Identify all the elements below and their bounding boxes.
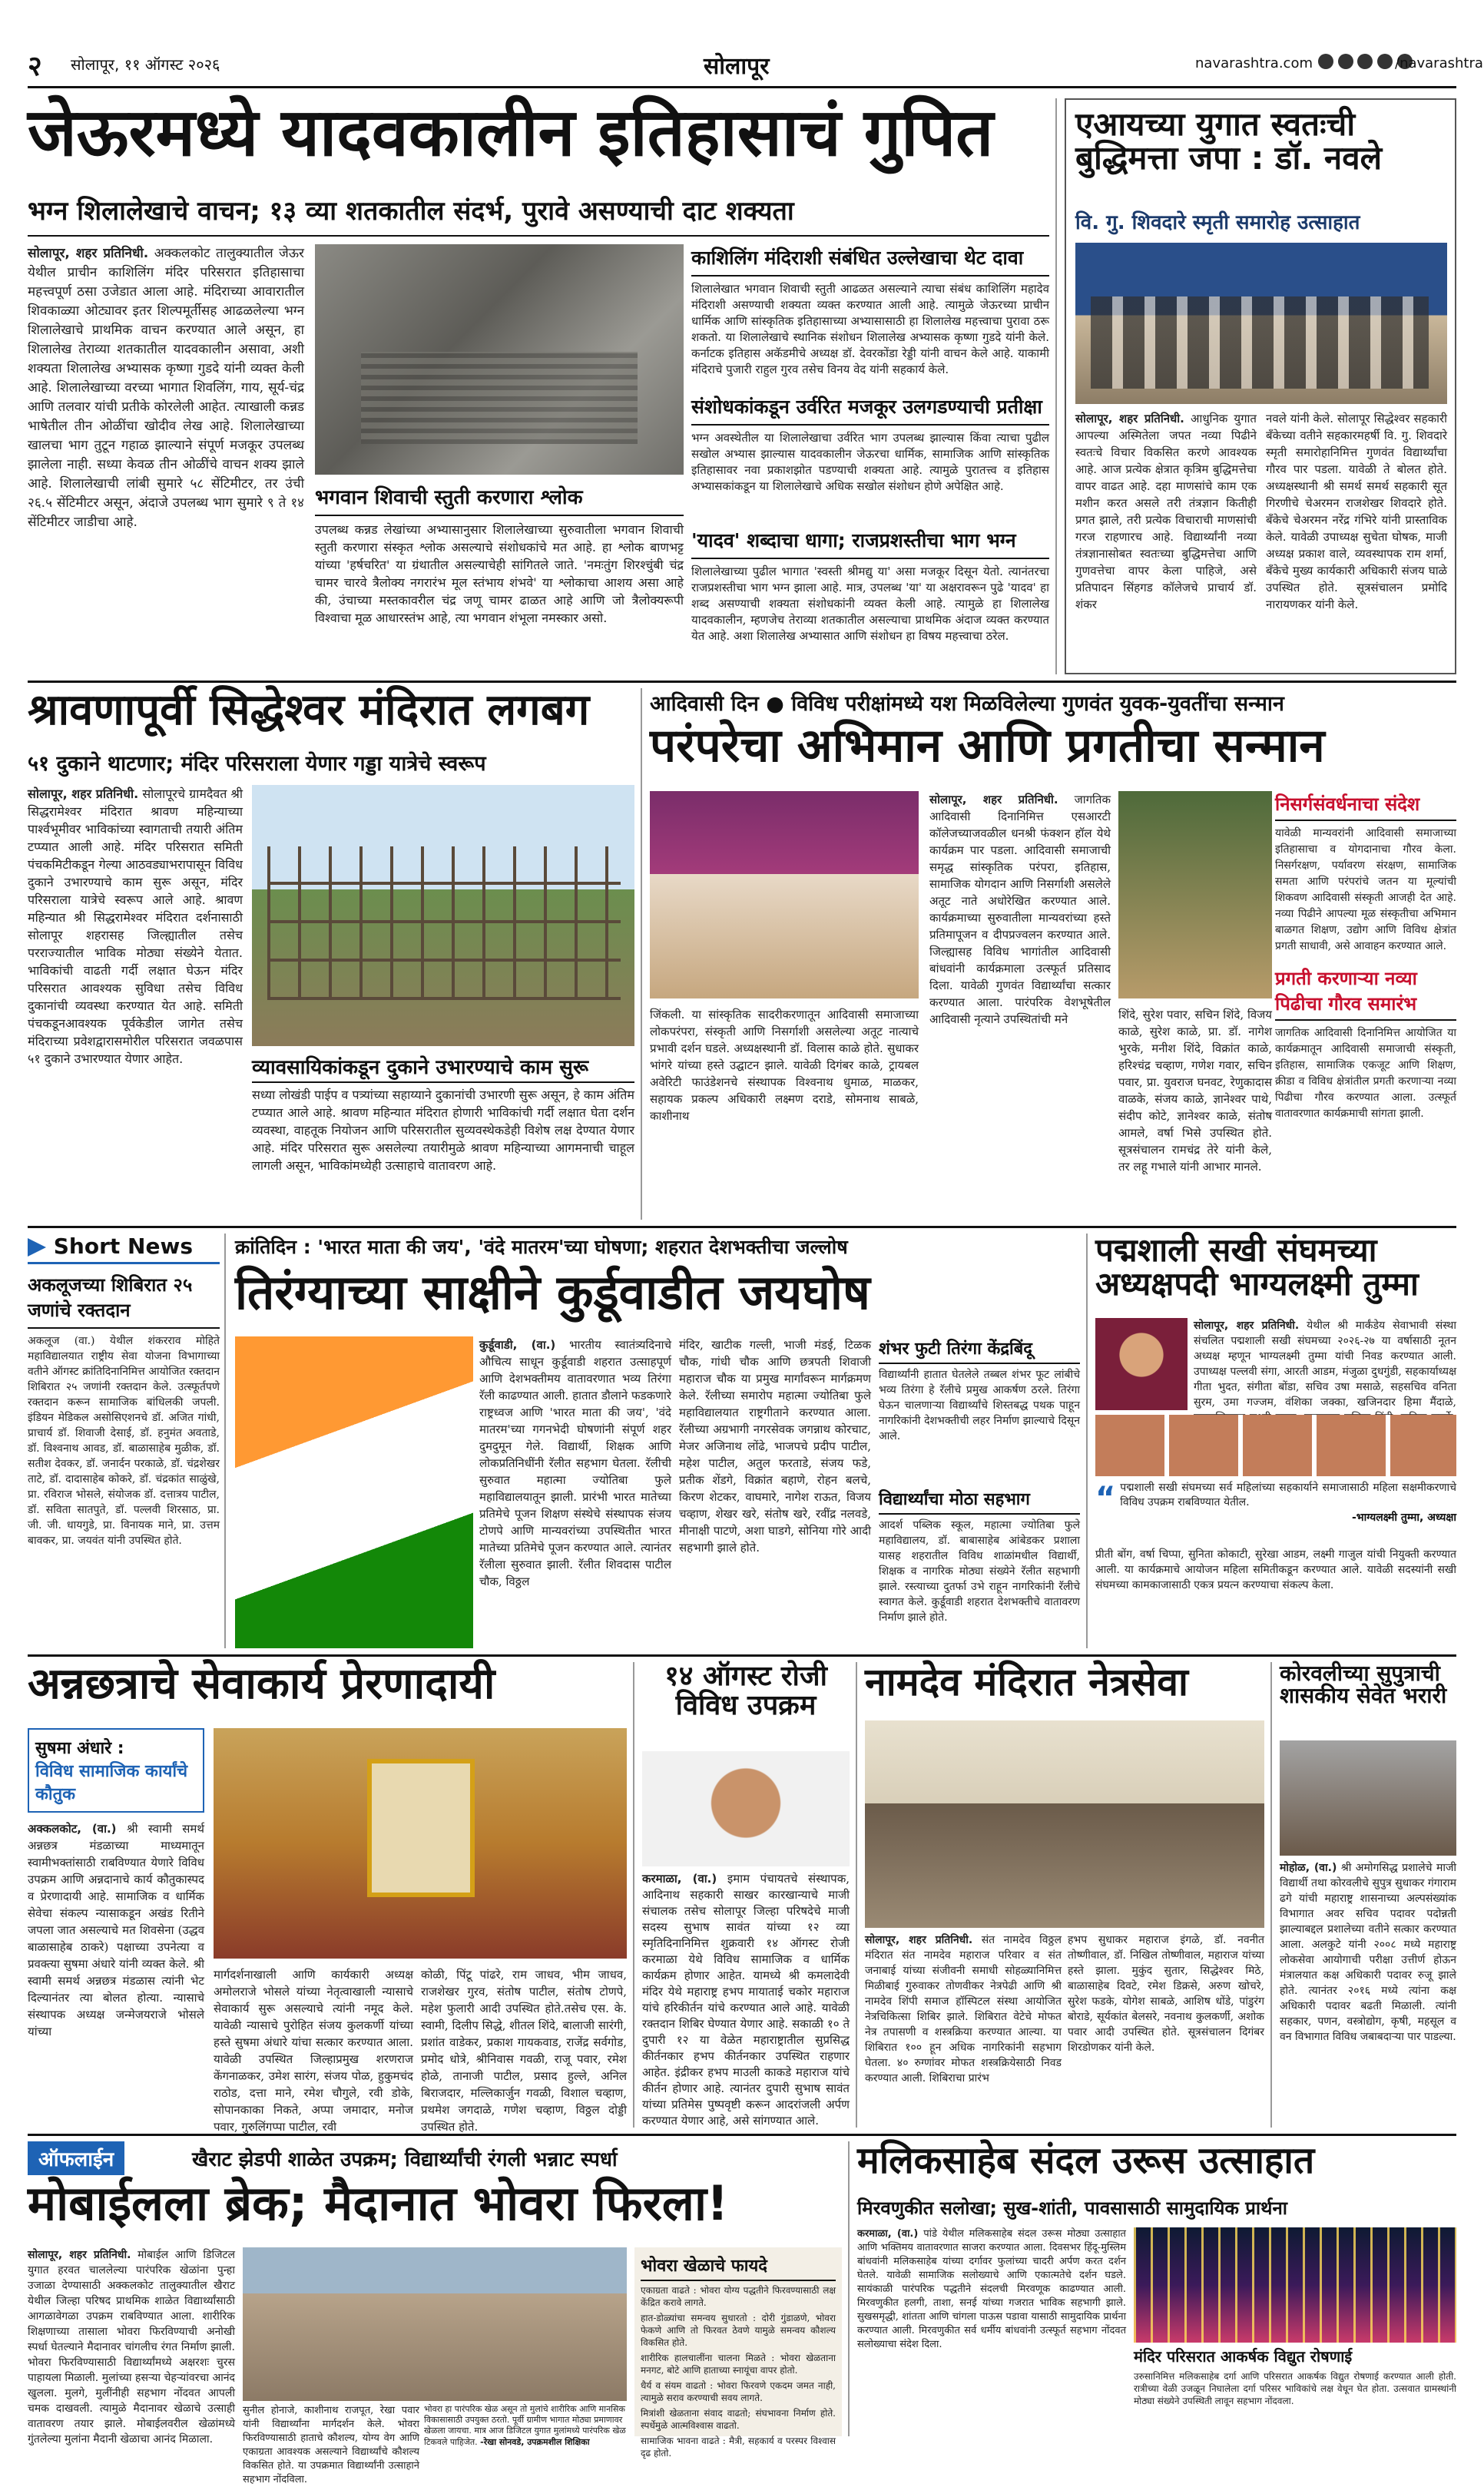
story7-quote-text: पद्मशाली सखी संघमच्या सर्व महिलांच्या सहकार्याने समाजासाठी महिला सक्षमीकरणाचे विविध उपक्रम राबविण्यात येतील. bbox=[1120, 1482, 1456, 1508]
story4-dateline: सोलापूर, शहर प्रतिनिधी. bbox=[929, 793, 1058, 806]
benefit-item: सामाजिक भावना वाढते : मैत्री, सहकार्य व परस्पर विश्वास दृढ होतो. bbox=[641, 2436, 836, 2459]
story10-col2: हभप सुधाकर महाराज इंगळे, डॉ. नवनीत तोष्णीवाल, डॉ. निखिल तोष्णीवाल, महाराज यांच्या हस्ते झाला. मुकुंद सुतार, सिद्धेश्वर मिठे, बाळासाहेब दिवटे, रमेश डिक्रसे, अरुण खोचरे, सुरेश फडके, योगेश साबळे, आशिष धोंडे, पांडुरंग बोराडे, सूर्यकांत बेलसरे, नवनाथ कुलकर्णी, अशोक पवार आदी उपस्थित होते. सूत्रसंचालन दिगंबर शिरडोणकर यांनी केले. bbox=[1068, 1934, 1264, 2054]
offline-label bbox=[28, 2141, 181, 2175]
story3-text: सोलापूरचे ग्रामदैवत श्री सिद्धरामेश्वर मंदिरात श्रावण महिन्याच्या पार्श्वभूमीवर भाविकांच्या स्वागताची तयारी अंतिम टप्प्यात आली आहे. मंदिर परिसरात समिती पंचकमिटीकडून गेल्या आठवड्याभरापासून विविध दुकाने उभारण्याचे काम सुरू असून, मंदिर परिसराला यात्रेचे स्वरूप आले आहे. श्रावण महिन्यात श्री सिद्धरामेश्वर मंदिरात दर्शनासाठी सोलापूर शहरासह जिल्ह्यातील तसेच परराज्यातील भाविक मोठ्या संख्येने येतात. भाविकांची वाढती गर्दी लक्षात घेऊन मंदिर परिसरात आवश्यक सुविधा तसेच विविध दुकानांची व्यवस्था करण्यात येत आहे. समिती पंचकडूनआवश्यक पूर्वकेडील जागेत तसेच मंदिराच्या प्रवेशद्वारासमोरील परिसरात जवळपास ५१ दुकाने उभारण्यात येणार आहेत. bbox=[28, 787, 243, 1066]
box2-title: संशोधकांकडून उर्वरित मजकूर उलगडण्याची प्रतीक्षा bbox=[691, 393, 1049, 426]
col-divider-2 bbox=[641, 688, 642, 1220]
story1-dateline: सोलापूर, शहर प्रतिनिधी. bbox=[28, 246, 149, 261]
story3-body bbox=[28, 785, 243, 1220]
story1-box2 bbox=[691, 393, 1049, 524]
benefit-item: एकाग्रता वाढते : भोवरा योग्य पद्धतीने फिरवण्यासाठी लक्ष केंद्रित करावे लागते. bbox=[641, 2285, 836, 2308]
story6-kicker: क्रांतिदिन : 'भारत माता की जय', 'वंदे मातरम'च्या घोषणा; शहरात देशभक्तीचा जल्लोष bbox=[235, 1236, 848, 1258]
col-divider-8 bbox=[848, 2141, 850, 2436]
story2-col2: नवले यांनी केले. सोलापूर सिद्धेश्वर सहकारी बँकेच्या वतीने सहकारमहर्षी वि. गु. शिवदारे स्मृती समारोहानिमित्त गुणवंत विद्यार्थ्यांचा गौरव पार पडला. यावेळी ते बोलत होते. अध्यक्षस्थानी श्री समर्थ समर्थ सहकारी सूत गिरणीचे चेअरमन राजशेखर शिवदारे होते. बँकेचे चेअरमन नरेंद्र गंभिरे यांनी प्रास्ताविक केले. यावेळी उपाध्यक्ष सुचेता घोषक, माजी अध्यक्ष प्रकाश वाले, व्यवस्थापक राम शर्मा, बँकेचे मुख्य कार्यकारी अधिकारी संजय घाळे उपस्थित होते. सूत्रसंचालन प्रमोदि नारायणकर यांनी केले. bbox=[1266, 412, 1447, 611]
page-header bbox=[28, 46, 1483, 83]
tribal-group-photo bbox=[1118, 791, 1272, 998]
benefit-item: हात-डोळ्यांचा समन्वय सुधारतो : दोरी गुंडाळणे, भोवरा फेकणे आणि तो फिरवत ठेवणे यामुळे समन्वय कौशल्य विकसित होते. bbox=[641, 2313, 836, 2348]
story1-box1 bbox=[691, 244, 1049, 390]
quote-icon: “ bbox=[1095, 1481, 1116, 1516]
story4-kicker: आदिवासी दिन ● विविध परीक्षांमध्ये यश मिळविलेल्या गुणवंत युवक-युवतींचा सन्मान bbox=[650, 692, 1284, 716]
story6-col1 bbox=[479, 1336, 671, 1648]
story3-subhead: ५१ दुकाने थाटणार; मंदिर परिसराला येणार गड्डा यात्रेचे स्वरूप bbox=[28, 752, 486, 776]
dhage-felicitation-photo bbox=[1280, 1740, 1456, 1856]
social-handle[interactable]: /navarashtra bbox=[1395, 55, 1483, 71]
story1-rule bbox=[28, 235, 1049, 237]
story7-headline: पद्मशाली सखी संघमच्या अध्यक्षपदी भाग्यलक्ष्मी तुम्मा bbox=[1095, 1231, 1419, 1303]
story7-dateline: सोलापूर, शहर प्रतिनिधी. bbox=[1194, 1320, 1300, 1332]
facebook-icon[interactable] bbox=[1318, 54, 1333, 69]
bhovara-benefits-box bbox=[634, 2247, 842, 2459]
tumma-portrait bbox=[1095, 1318, 1188, 1410]
story3-caption: व्यावसायिकांकडून दुकाने उभारण्याचे काम सुरू bbox=[252, 1052, 634, 1083]
story12-col2: सुनील होनाजे, काशीनाथ राजपूत, रेखा पवार यांनी विद्यार्थ्यांना मार्गदर्शन केले. भोवरा फिरविण्यासाठी हाताचे कौशल्य, योग्य वेग आणि एकाग्रता आवश्यक असल्याने विद्यार्थ्यांचे कौशल्य विकसित होते. या उपक्रमात विद्यार्थ्यांनी उत्साहाने सहभाग नोंदविला. bbox=[243, 2405, 419, 2485]
col-divider-7 bbox=[1270, 1662, 1272, 2128]
story10-col1-text: संत नामदेव विठ्ठल मंदिरात संत नामदेव महाराज परिवार व संत जनाबाई यांच्या संजीवनी समाधी सोहळ्यानिमित्त मिळीबाई गुरुवाकर तोणवीकर नेत्रपेढी आणि श्री नामदेव शिंपी समाज हॉस्पिटल संस्था आयोजित नेत्रचिकित्सा शिबिर झाले. शिबिरात वेटेचे मोफत नेत्र तपासणी व शस्त्रक्रिया करण्यात आल्या. या शिबिरात १०० हून अधिक नागरिकांनी सहभाग घेतला. ४० रुग्णांवर मोफत शस्त्रक्रियेसाठी निवड करण्यात आली. शिबिराचा प्रारंभ bbox=[865, 1934, 1062, 2085]
subhash-sawant-portrait bbox=[642, 1751, 850, 1866]
story8-headline: अन्नछत्राचे सेवाकार्य प्रेरणादायी bbox=[28, 1659, 495, 1709]
sakhi-members-photos bbox=[1095, 1415, 1456, 1476]
offline-tag: ऑफलाईन bbox=[28, 2141, 124, 2175]
story11-dateline: मोहोळ, (वा.) bbox=[1280, 1862, 1337, 1874]
box1-title: काशिलिंग मंदिराशी संबंधित उल्लेखाचा थेट दावा bbox=[691, 244, 1049, 277]
story11-text: श्री अमोगसिद्ध प्रशालेचे माजी विद्यार्थी तथा कोरवलीचे सुपुत्र सुधाकर गंगाराम ढगे यांची महाराष्ट्र शासनाच्या अल्पसंख्यांक विभागात अवर सचिव पदावर पदोन्नती झाल्याबद्दल प्रशालेच्या वतीने सत्कार करण्यात आला. अलकुटे यांनी २००८ मध्ये महाराष्ट्र लोकसेवा आयोगाची परीक्षा उत्तीर्ण होऊन मंत्रालयात कक्ष अधिकारी पदावर रुजू झाले होते. त्यानंतर २०१६ मध्ये त्यांना कक्ष अधिकारी पदावर बढती मिळाली. त्यांनी सहकार, पणन, वस्त्रोद्योग, कृषी, महसूल व वन विभागात विविध जबाबदाऱ्या पार पाडल्या. bbox=[1280, 1862, 1456, 2043]
story8-side-name: सुषमा अंधारे : bbox=[35, 1739, 124, 1758]
story7-col1 bbox=[1194, 1318, 1456, 1410]
story9-headline: १४ ऑगस्ट रोजी विविध उपक्रम bbox=[664, 1661, 827, 1721]
col-divider-5 bbox=[633, 1662, 634, 2128]
story10-headline: नामदेव मंदिरात नेत्रसेवा bbox=[865, 1660, 1188, 1704]
site-url[interactable]: navarashtra.com bbox=[1195, 55, 1313, 71]
story1-box3 bbox=[691, 527, 1049, 674]
story2-col1 bbox=[1075, 410, 1257, 671]
story2-dateline: सोलापूर, शहर प्रतिनिधी. bbox=[1075, 412, 1184, 426]
story11-body bbox=[1280, 1860, 1456, 2128]
story12-kicker: खैराट झेडपी शाळेत उपक्रम; विद्यार्थ्यांची रंगली भन्नाट स्पर्धा bbox=[192, 2148, 618, 2171]
story13-headline: मलिकसाहेब संदल उरूस उत्साहात bbox=[857, 2139, 1315, 2182]
story13-subhead: मिरवणुकीत सलोखा; सुख-शांती, पावसासाठी सामुदायिक प्रार्थना bbox=[857, 2197, 1288, 2219]
story12-quote-author: -रेखा सोनवडे, उपक्रमशील शिक्षिका bbox=[480, 2437, 590, 2447]
story9-dateline: करमाळा, (वा.) bbox=[642, 1872, 717, 1886]
story4-col1 bbox=[929, 791, 1111, 1220]
story1-subhead: भग्न शिलालेखाचे वाचन; १३ व्या शतकातील संदर्भ, पुरावे असण्याची दाट शक्यता bbox=[28, 196, 794, 227]
story8-side bbox=[28, 1728, 204, 1813]
benefit-item: शारीरिक हालचालींना चालना मिळते : भोवरा खेळताना मनगट, बोटे आणि हाताच्या स्नायूंचा वापर होतो. bbox=[641, 2353, 836, 2376]
story3-caption-body: सध्या लोखंडी पाईप व पत्र्यांच्या सहाय्याने दुकानांची उभारणी सुरू असून, हे काम अंतिम टप्प्यात आले आहे. श्रावण महिन्यात मंदिरात होणारी भाविकांची गर्दी लक्षात घेता दर्शन व्यवस्था, वाहतूक नियोजन आणि परिसरातील सुव्यवस्थेकडेही विशेष लक्ष देण्यात येणार आहे. मंदिर परिसरात सुरू असलेल्या तयारीमुळे श्रावण महिन्याच्या आगमनाची चाहूल लागली असून, भाविकांमध्येही उत्साहाचे वातावरण आहे. bbox=[252, 1088, 634, 1173]
short-news-arrow-icon bbox=[28, 1238, 46, 1257]
box3-body: शिलालेखाच्या पुढील भागात 'स्वस्ती श्रीमद्यु या' असा मजकूर दिसून येतो. त्यानंतरचा राजप्रशस्तीचा भाग भग्न झाला आहे. मात्र, उपलब्ध 'या' या अक्षरावरून पुढे 'यादव' हा शब्द असण्याची शक्यता संशोधकांनी व्यक्त केली आहे. त्यामुळे हा शिलालेख यादवकालीन, म्हणजेच तेराव्या शतकातील असल्याचा प्राथमिक अंदाज व्यक्त करण्यात येत आहे. अशा शिलालेख अभ्यासात आणि संशोधन हा विषय महत्त्वाचा ठरेल. bbox=[691, 565, 1049, 643]
story9-body bbox=[642, 1871, 850, 2128]
edition-name: सोलापूर bbox=[704, 53, 770, 80]
story8-col1-text: श्री स्वामी समर्थ अन्नछत्र मंडळाच्या माध्यमातून स्वामीभक्तांसाठी राबविण्यात येणारे विविध उपक्रम आणि अन्नदानाचे कार्य कौतुकास्पद व प्रेरणादायी आहे. सामाजिक व धार्मिक सेवेचा संकल्प न्यासाकडून अखंड रितीने जपला जात असल्याचे मत शिवसेना (उद्धव बाळासाहेब ठाकरे) पक्षाच्या उपनेत्या व प्रवक्त्या सुषमा अंधारे यांनी व्यक्त केले. श्री स्वामी समर्थ अन्नछत्र मंडळास त्यांनी भेट दिल्यानंतर त्या बोलत होत्या. न्यासाचे संस्थापक अध्यक्ष जन्मेजयराजे भोसले यांच्या bbox=[28, 1822, 204, 2038]
story13-dateline: करमाळा, (वा.) bbox=[857, 2228, 919, 2240]
twitter-icon[interactable] bbox=[1357, 54, 1373, 69]
box2-body: भग्न अवस्थेतील या शिलालेखाचा उर्वरित भाग उपलब्ध झाल्यास किंवा त्याचा पुढील सखोल अभ्यास झाल्यास यादवकालीन जेऊरचा धार्मिक, सामाजिक आणि सांस्कृतिक इतिहासावर नवा प्रकाशझोत पडण्याची शक्यता आहे. त्यामुळे पुरातत्त्व व इतिहास अभ्यासकांकडून या शिलालेखाचे अधिक सखोल संशोधन होणे अपेक्षित आहे. bbox=[691, 431, 1049, 493]
story11-headline: कोरवलीच्या सुपुत्राची शासकीय सेवेत भरारी bbox=[1280, 1661, 1447, 1709]
story13-col1-text: पांडे येथील मलिकसाहेब संदल उरूस मोठ्या उत्साहात आणि भक्तिमय वातावरणात साजरा करण्यात आला. दिवसभर हिंदू-मुस्लिम बांधवांनी मलिकसाहेब यांच्या दर्गावर फुलांच्या चादरी अर्पण करत दर्शन घेतले. यावेळी सामाजिक सलोख्याचे आणि एकात्मतेचे दर्शन घडले. सायंकाळी पारंपरिक पद्धतीने संदलची मिरवणूक काढण्यात आली. मिरवणुकीत हलगी, ताशा, सनई यांच्या गजरात भाविक सहभागी झाले. सुखसमृद्धी, शांतता आणि चांगला पाऊस पडावा यासाठी सामुदायिक प्रार्थना करण्यात आली. मिरवणुकीत सर्व धर्मीय बांधवांनी उत्स्फूर्त सहभाग नोंदवत सलोख्याचा संदेश दिला. bbox=[857, 2228, 1126, 2350]
story5-title2: प्रगती करणाऱ्या नव्या पिढीचा गौरव समारंभ bbox=[1275, 965, 1456, 1021]
story6-box1 bbox=[879, 1336, 1080, 1482]
short-news-title: अकलूजच्या शिबिरात २५ जणांचे रक्तदान bbox=[28, 1272, 220, 1329]
story3-dateline: सोलापूर, शहर प्रतिनिधी. bbox=[28, 787, 139, 801]
col-divider-3 bbox=[224, 1234, 226, 1648]
header-rule bbox=[28, 86, 1456, 88]
short-news-box bbox=[28, 1234, 220, 1648]
short-news-label-text: Short News bbox=[53, 1234, 193, 1259]
story2-headline: एआयच्या युगात स्वतःची बुद्धिमत्ता जपा : डॉ. नवले bbox=[1075, 105, 1383, 177]
col-divider-1 bbox=[1055, 98, 1057, 674]
spinning-top-photo bbox=[243, 2247, 627, 2401]
story12-dateline: सोलापूर, शहर प्रतिनिधी. bbox=[28, 2249, 131, 2261]
story2-col1-text: आधुनिक युगात आपल्या अस्मितेला जपत नव्या पिढीने स्वतःचे विचार विकसित करणे आवश्यक आहे. आज प्रत्येक क्षेत्रात कृत्रिम बुद्धिमत्तेचा वापर वाढत आहे. दहा माणसांचे काम एक मशीन करत असले तरी तंत्रज्ञान कितीही प्रगत झाले, तरी प्रत्येक विचाराची माणसांची गरज राहणारच आहे. विद्यार्थ्यांनी नव्या तंत्रज्ञानासोबत स्वतःच्या बुद्धिमत्तेचा आणि गुणवत्तेचा वापर केला पाहिजे, असे प्रतिपादन सिंहगड कॉलेजचे प्राचार्य डॉ. शंकर bbox=[1075, 412, 1257, 611]
eye-camp-photo bbox=[865, 1720, 1264, 1928]
story5-title1: निसर्गसंवर्धनाचा संदेश bbox=[1275, 791, 1456, 821]
story12-col1-text: मोबाईल आणि डिजिटल युगात हरवत चाललेल्या पारंपरिक खेळांना पुन्हा उजाळा देण्यासाठी अक्कलकोट तालुक्यातील खैराट येथील जिल्हा परिषद प्राथमिक शाळेत विद्यार्थ्यांसाठी आगळावेगळा उपक्रम राबविण्यात आला. शारीरिक शिक्षणाच्या तासाला भोवरा फिरविण्याची अनोखी स्पर्धा घेतल्याने मैदानावर चांगलीच रंगत निर्माण झाली. भोवरा फिरविण्यासाठी विद्यार्थ्यांमध्ये अक्षरशः चुरस पाहायला मिळाली. मुलांच्या हसऱ्या चेहऱ्यांवरचा आनंद खुलला. मुलगे, मुलींनीही सहभाग नोंदवत आपली चमक दाखवली. त्यामुळे मैदानावर खेळाचे उत्साही वातावरण तयार झाले. मोबाईलवरील खेळांमध्ये गुंतलेल्या मुलांना मैदानी खेळाचा आनंद मिळाला. bbox=[28, 2249, 236, 2446]
story10-dateline: सोलापूर, शहर प्रतिनिधी. bbox=[865, 1934, 973, 1946]
story6-box2-body: आदर्श पब्लिक स्कूल, महात्मा ज्योतिबा फुले महाविद्यालय, डॉ. बाबासाहेब आंबेडकर प्रशाला यासह शहरातील विविध शाळांमधील विद्यार्थी, शिक्षक व नागरिक मोठ्या संख्येने रॅलीत सहभागी झाले. रस्त्याच्या दुतर्फा उभे राहून नागरिकांनी रॅलीचे स्वागत केले. कुर्डूवाडी शहरात देशभक्तीचे वातावरण निर्माण झाले होते. bbox=[879, 1519, 1080, 1624]
story5-panel bbox=[1275, 791, 1456, 1220]
story12-headline: मोबाईलला ब्रेक; मैदानात भोवरा फिरला! bbox=[28, 2175, 729, 2231]
story7-col2: प्रीती बोंग, वर्षा चिप्पा, सुनिता कोकाटी, सुरेखा आडम, लक्ष्मी गाजुल यांची नियुक्ती करण्यात आली. या कार्यक्रमाचे आयोजन महिला समितीकडून करण्यात आले. यावेळी सदस्यांनी सखी संघमच्या कामकाजासाठी एकत्र प्रयत्न करण्याचा संकल्प केला. bbox=[1095, 1548, 1456, 1591]
youtube-icon[interactable] bbox=[1377, 54, 1393, 69]
short-news-body: अकलूज (वा.) येथील शंकरराव मोहिते महाविद्यालयात राष्ट्रीय सेवा योजना विभागाच्या वतीने ऑगस्ट क्रांतिदिनानिमित्त आयोजित रक्तदान शिबिरात २५ जणांनी रक्तदान केले. उत्स्फूर्तपणे रक्तदान करून सामाजिक बांधिलकी जपली. इंडियन मेडिकल असोसिएशनचे डॉ. अजित गांधी, प्राचार्य डॉ. शिवाजी देसाई, डॉ. हनुमंत अवताडे, डॉ. विश्वनाथ आवड, डॉ. बाळासाहेब मुळीक, डॉ. सतीश देवकर, डॉ. जनार्दन परकाळे, डॉ. चंद्रशेखर ताटे, डॉ. दादासाहेब कोकरे, डॉ. चंद्रकांत साळुंखे, प्रा. रविराज भोसले, संयोजक डॉ. दत्तात्रय पाटील, डॉ. सविता सातपुते, डॉ. पल्लवी शिरसाठ, प्रा. जी. जी. धायगुडे, प्रा. विनायक माने, प्रा. उत्तम बावकर, प्रा. जयवंत यांनी उपस्थित होते. bbox=[28, 1335, 220, 1547]
story5-body1: यावेळी मान्यवरांनी आदिवासी समाजाच्या इतिहासाचा व योगदानाचा गौरव केला. निसर्गरक्षण, पर्यावरण संरक्षण, सामाजिक समता आणि परंपरांचे जतन या मूल्यांची शिकवण आदिवासी संस्कृती आजही देत आहे. नव्या पिढीने आपल्या मूळ संस्कृतीचा अभिमान बाळगत शिक्षण, उद्योग आणि विविध क्षेत्रांत प्रगती साधावी, असे आवाहन करण्यात आले. bbox=[1275, 827, 1456, 952]
story4-col3: शिंदे, सुरेश पवार, सचिन शिंदे, विजय काळे, सुरेश काळे, प्रा. डॉ. नागेश भुरके, मनीश शिंदे, विक्रांत काळे, हरिश्चंद्र चव्हाण, गणेश गवार, सचिन पवार, प्रा. युवराज घनवट, रेणुकादास वाळके, संजय काळे, ज्ञानेश्वर पाथे, संदीप कोटे, ज्ञानेश्वर काळे, संतोष आमले, वर्षा भिसे उपस्थित होते. सूत्रसंचालन रामचंद्र तेरे यांनी केले, तर लहू गभाले यांनी आभार मानले. bbox=[1118, 1008, 1272, 1174]
story1-photo-caption: भगवान शिवाची स्तुती करणारा श्लोक bbox=[315, 478, 684, 516]
col-divider-6 bbox=[856, 1662, 857, 2128]
story8-col1 bbox=[28, 1820, 204, 2128]
story10-col1 bbox=[865, 1932, 1062, 2128]
story7-quote bbox=[1095, 1481, 1456, 1542]
date-line: सोलापूर, ११ ऑगस्ट २०२६ bbox=[71, 55, 220, 74]
story1-caption-box bbox=[315, 478, 684, 674]
story1-text: अक्कलकोट तालुक्यातील जेऊर येथील प्राचीन काशिलिंग मंदिर परिसरात इतिहासाचा महत्त्वपूर्ण ठसा उजेडात आला आहे. मंदिराच्या आवारातील शिवकाळ्या ओट्यावर इतर शिल्पमूर्तीसह आढळलेल्या भग्न शिलालेखाचे प्राथमिक वाचन करण्यात आले असून, हा शिलालेख तेराव्या शतकातील यादवकालीन असावा, अशी शक्यता शिलालेख अभ्यासक कृष्णा गुडदे यांनी व्यक्त केली आहे. शिलालेखाच्या वरच्या भागात शिवलिंग, गाय, सूर्य-चंद्र आणि तलवार यांची प्रतीके कोरलेली आहेत. त्याखाली कन्नड भाषेतील तीन ओळींचा खोदीव लेख आहे. शिलालेखाच्या खालचा भाग तुटून गहाळ झाल्याने संपूर्ण मजकूर उपलब्ध झालेला नाही. सध्या केवळ तीन ओळींचे वाचन शक्य झाले आहे. शिलालेखाची लांबी सुमारे ५८ सेंटिमीटर, तर उंची २६.५ सेंटिमीटर असून, अंदाजे उपलब्ध भाग सुमारे ९ ते १४ सेंटिमीटर जाडीचा आहे. bbox=[28, 246, 304, 530]
short-news-label bbox=[28, 1234, 220, 1264]
story6-box1-body: विद्यार्थ्यांनी हातात घेतलेले तब्बल शंभर फूट लांबीचे भव्य तिरंगा हे रॅलीचे प्रमुख आकर्षण ठरले. तिरंगा घेऊन चालणाऱ्या विद्यार्थ्यांचे शिस्तबद्ध पथक पाहून नागरिकांनी देशभक्तीची लहर निर्माण झाल्याचे दिसून आले. bbox=[879, 1369, 1080, 1442]
story6-col1-text: भारतीय स्वातंत्र्यदिनाचे औचित्य साधून कुर्डूवाडी शहरात उत्साहपूर्ण आणि देशभक्तीमय वातावरणात भव्य तिरंगा रॅली काढण्यात आली. हातात डौलाने फडकणारे राष्ट्रध्वज आणि 'भारत माता की जय', 'वंदे मातरम'च्या गगनभेदी घोषणांनी संपूर्ण शहर दुमदुमून गेले. विद्यार्थी, शिक्षक आणि लोकप्रतिनिधींनी रॅलीत सहभाग घेतला. रॅलीची सुरुवात महात्मा ज्योतिबा फुले महाविद्यालयातून झाली. प्रारंभी भारत मातेच्या प्रतिमेचे पूजन शिक्षण संस्थेचे संस्थापक संजय टोणपे आणि मान्यवरांच्या उपस्थितीत भारत मातेच्या प्रतिमेचे पूजन करण्यात आले. त्यानंतर रॅलीला सुरुवात झाली. रॅलीत शिवदास पाटील चौक, विठ्ठल bbox=[479, 1338, 671, 1588]
story6-dateline: कुर्डूवाडी, (वा.) bbox=[479, 1338, 556, 1352]
section-rule-2 bbox=[28, 1226, 1456, 1228]
story8-col3: कोळी, पिंटू पांढरे, राम जाधव, भीम जाधव, राजशेखर गुरव, संतोष पाटील, संतोष टोणपे, महेश फुलारी आदी उपस्थित होते.तसेच एस. के. स्वामी, दिलीप सिद्धे, शीतल शिंदे, बालाजी सारंगी, प्रशांत वाडेकर, प्रकाश गायकवाड, राजेंद्र सर्वगोड, प्रमोद धोत्रे, श्रीनिवास गवळी, राजू पवार, रमेश होळे, तानाजी पाटील, प्रसाद हुल्ले, अनिल बिराजदार, मल्लिकार्जुन गवळी, विशाल चव्हाण, प्रथमेश जगदाळे, गणेश चव्हाण, विठ्ठल दोड्डी उपस्थित होते. bbox=[421, 1968, 627, 2134]
story1-caption-body: उपलब्ध कन्नड लेखांच्या अभ्यासानुसार शिलालेखाच्या सुरुवातीला भगवान शिवाची स्तुती करणारा संस्कृत श्लोक असल्याचे संशोधकांचे मत आहे. हा श्लोक बाणभट्ट यांच्या 'हर्षचरित' या ग्रंथातील असल्याचेही सांगितले जाते. 'नमःतुंग शिरश्चुंबी चंद्र चामर चारवे त्रैलोक्य नगरारंभ मूल स्तंभाय शंभवे' या श्लोकाचा आशय असा आहे की, उंचाच्या मस्तकावरील चंद्र जणू चामर ढाळत आहे आणि जो त्रैलोक्यरूपी विश्वाचा मूळ आधारस्तंभ आहे, त्या भगवान शंभूला नमस्कार असो. bbox=[315, 522, 684, 625]
story6-headline: तिरंग्याच्या साक्षीने कुर्डूवाडीत जयघोष bbox=[235, 1264, 870, 1320]
story13-caption-body: उरुसानिमित्त मलिकसाहेब दर्गा आणि परिसरात आकर्षक विद्युत रोषणाई करण्यात आली होती. रात्रीच्या वेळी उजळून निघालेला दर्गा परिसर भाविकांचे लक्ष वेधून घेत होता. उत्सवात ग्रामस्थांनी मोठ्या संख्येने उपस्थिती लावून सहभाग नोंदवला. bbox=[1134, 2371, 1456, 2406]
story8-side-text: विविध सामाजिक कार्यांचे कौतुक bbox=[35, 1762, 188, 1804]
benefit-item: धैर्य व संयम वाढतो : भोवरा फिरवणे एकदम जमत नाही, त्यामुळे सराव करण्याची सवय लागते. bbox=[641, 2380, 836, 2403]
box3-title: 'यादव' शब्दाचा धागा; राजप्रशस्तीचा भाग भग्न bbox=[691, 527, 1049, 559]
story12-col1 bbox=[28, 2247, 236, 2446]
story13-photo-caption: मंदिर परिसरात आकर्षक विद्युत रोषणाई bbox=[1134, 2347, 1353, 2366]
section-rule-4 bbox=[28, 2134, 1456, 2136]
annachhatra-photo bbox=[214, 1728, 627, 1959]
tricolor-rally-photo bbox=[235, 1336, 473, 1648]
story6-box2-title: विद्यार्थ्यांचा मोठा सहभाग bbox=[879, 1487, 1080, 1515]
inscription-photo bbox=[315, 244, 684, 475]
tribal-day-photo bbox=[650, 791, 919, 998]
story1-headline: जेऊरमध्ये यादवकालीन इतिहासाचं गुपित bbox=[28, 94, 994, 171]
dargah-lights-photo bbox=[1134, 2227, 1456, 2343]
story6-box2 bbox=[879, 1487, 1080, 1648]
col-divider-4 bbox=[1086, 1234, 1088, 1648]
story4-col1-text: जागतिक आदिवासी दिनानिमित्त एसआरटी कॉलेजच्याजवळील धनश्री फंक्शन हॉल येथे कार्यक्रम पार पडला. आदिवासी समाजाची समृद्ध सांस्कृतिक परंपरा, इतिहास, सामाजिक योगदान आणि निसर्गाशी असलेले अतूट नाते अधोरेखित करण्यात आले. कार्यक्रमाच्या सुरुवातीला मान्यवरांच्या हस्ते प्रतिमापूजन व दीपप्रज्वलन करण्यात आले. जिल्ह्यासह विविध भागांतील आदिवासी बांधवांनी कार्यक्रमाला उत्स्फूर्त प्रतिसाद दिला. यावेळी गुणवंत विद्यार्थ्यांचा सत्कार करण्यात आला. पारंपरिक वेशभूषेतील आदिवासी नृत्याने उपस्थितांची मने bbox=[929, 793, 1111, 1026]
section-rule-3 bbox=[28, 1654, 1456, 1657]
story9-text: इमाम पंचायतचे संस्थापक, आदिनाथ सहकारी साखर कारखान्याचे माजी संचालक तसेच सोलापूर जिल्हा परिषदेचे माजी सदस्य सुभाष सावंत यांच्या १२ व्या स्मृतिदिनानिमित्त शुक्रवारी १४ ऑगस्ट रोजी करमाळा येथे विविध सामाजिक व धार्मिक कार्यक्रम होणार आहेत. यामध्ये श्री कमलादेवी मंदिर येथे महाराष्ट्र हभप मायाताई चकोर महाराज यांचे हरिकीर्तन यांचे करण्यात आले आहे. यावेळी रक्तदान शिबिर घेण्यात येणार आहे. सकाळी १० ते दुपारी १२ या वेळेत महाराष्ट्रातील सुप्रसिद्ध कीर्तनकार हभप कीर्तनकार उपस्थित राहणार आहेत. इंद्रीकर हभप माउली काकडे महाराज यांचे कीर्तन होणार आहे. त्यानंतर दुपारी सुभाष सावंत यांच्या प्रतिमेस पुष्पवृष्टी करून आदरांजली अर्पण करण्यात येणार आहे, असे सांगण्यात आले. bbox=[642, 1872, 850, 2128]
story12-quote-text: भोवरा हा पारंपरिक खेळ असून तो मुलांचे शारीरिक आणि मानसिक विकासासाठी उपयुक्त ठरतो. पूर्वी ग्रामीण भागात मोठ्या प्रमाणावर खेळला जायचा. मात्र आज डिजिटल युगात मुलांमध्ये पारंपरिक खेळ टिकवले पाहिजेत. bbox=[424, 2404, 626, 2447]
page-number: २ bbox=[28, 51, 42, 82]
story4-headline: परंपरेचा अभिमान आणि प्रगतीचा सन्मान bbox=[650, 719, 1325, 773]
story8-dateline: अक्कलकोट, (वा.) bbox=[28, 1822, 117, 1836]
story6-box1-title: शंभर फुटी तिरंगा केंद्रबिंदू bbox=[879, 1336, 1080, 1364]
story12-quote bbox=[424, 2404, 627, 2447]
story1-body bbox=[28, 244, 304, 674]
story7-col1-text: येथील श्री मार्कंडेय सेवाभावी संस्था संचलित पद्मशाली सखी संघमच्या २०२६-२७ या वर्षासाठी नूतन अध्यक्ष म्हणून भाग्यलक्ष्मी तुम्मा यांची निवड करण्यात आली. उपाध्यक्ष पल्लवी संगा, आरती आडम, मंजुळा दुधगुंडी, सहकार्याध्यक्ष गीता भुदत, संगीता बोंडा, सचिव उषा मसाळे, सहसचिव वनिता सुरम, उमा गज्जम, वंशिका जक्का, खजिनदार हिमा मैंदाळे, bbox=[1194, 1320, 1457, 1409]
ceremony-photo bbox=[1075, 243, 1447, 404]
story3-headline: श्रावणापूर्वी सिद्धेश्वर मंदिरात लगबग bbox=[28, 685, 590, 735]
benefit-item: मित्रांशी खेळताना संवाद वाढतो; संघभावना निर्माण होते. स्पर्धेमुळे आत्मविश्वास वाढतो. bbox=[641, 2408, 836, 2431]
section-rule-1 bbox=[28, 681, 1456, 683]
benefits-title: भोवरा खेळाचे फायदे bbox=[641, 2254, 836, 2281]
stalls-photo bbox=[252, 785, 634, 1046]
instagram-icon[interactable] bbox=[1338, 54, 1353, 69]
story7-quote-author: -भाग्यलक्ष्मी तुम्मा, अध्यक्षा bbox=[1351, 1512, 1456, 1524]
story13-col1 bbox=[857, 2227, 1126, 2436]
story6-col2: मंदिर, खाटीक गल्ली, भाजी मंडई, टिळक चौक, गांधी चौक आणि छत्रपती शिवाजी महाराज चौक या प्रमुख मार्गांवरून मार्गक्रमण केले. रॅलीच्या समारोप महात्मा ज्योतिबा फुले महाविद्यालयात राष्ट्रगीताने करण्यात आला. रॅलीच्या अग्रभागी नगरसेवक जगन्नाथ कोरचाट, मेजर अजिनाथ लोंढे, भाजपचे प्रदीप पाटील, महेश पाटील, अतुल फरताडे, संजय फडे, प्रतीक शेंडगे, विक्रांत बहाणे, रोहन बलचे, किरण शेटकर, वाघमारे, नागेश राऊत, विजय चव्हाण, शेखर खरे, संतोष खरे, रवींद्र नलवडे, मीनाक्षी पाटणे, अशा घाडगे, सोनिया गोरे आदी सहभागी झाले होते. bbox=[679, 1338, 871, 1555]
box1-body: शिलालेखात भगवान शिवाची स्तुती आढळत असल्याने त्याचा संबंध काशिलिंग महादेव मंदिराशी असण्याची शक्यता व्यक्त करण्यात आली आहे. त्यामुळे जेऊरच्या प्राचीन धार्मिक आणि सांस्कृतिक इतिहासाच्या अभ्यासासाठी हा शिलालेख महत्त्वाचा पुरावा ठरू शकतो. या शिलालेखाचे स्थानिक संशोधन शिलालेख अभ्यासक कृष्णा गुडदे यांनी केले. कर्नाटक इतिहास अकॅडमीचे अध्यक्ष डॉ. देवरकोंडा रेड्डी यांनी वाचन केले आहे. याकामी मंदिराचे पुजारी राहुल गुरव तसेच विनय वेद यांनी सहकार्य केले. bbox=[691, 282, 1049, 376]
story4-col2: जिंकली. या सांस्कृतिक सादरीकरणातून आदिवासी समाजाच्या लोकपरंपरा, संस्कृती आणि निसर्गाशी असलेल्या अतूट नात्याचे प्रभावी दर्शन घडले. अध्यक्षस्थानी डॉ. विलास काळे होते. सुधाकर भांगरे यांच्या हस्ते उद्घाटन झाले. यावेळी दिगंबर काळे, ट्रायबल अवेरिटी फाउंडेशनचे संस्थापक विश्वनाथ धुमाळ, माळकर, सहायक प्रकल्प अधिकारी लक्ष्मण दराडे, सोमनाथ साबळे, काशीनाथ bbox=[650, 1008, 919, 1123]
story5-body2: जागतिक आदिवासी दिनानिमित्त आयोजित या कार्यक्रमातून आदिवासी समाजाची संस्कृती, इतिहास, सामाजिक एकजूट आणि शिक्षण, क्रीडा व विविध क्षेत्रांतील प्रगती करणाऱ्या नव्या पिढीचा गौरव करण्यात आला. उत्स्फूर्त वातावरणात कार्यक्रमाची सांगता झाली. bbox=[1275, 1027, 1456, 1120]
story8-col2: मार्गदर्शनाखाली आणि कार्यकारी अध्यक्ष अमोलराजे भोसले यांच्या नेतृत्वाखाली न्यासाचे सेवाकार्य सुरू असल्याचे त्यांनी नमूद केले. यावेळी न्यासाचे पुरोहित संजय कुलकर्णी यांच्या हस्ते सुषमा अंधारे यांचा सत्कार करण्यात आला. यावेळी उपस्थित जिल्हाप्रमुख शरणराज केंगनाळकर, उमेश सारंग, संजय पोळ, हुकुमचंद राठोड, दत्ता माने, रमेश चौगुले, रवी डोके, सोपानकाका निकते, अप्पा जमादार, मनोज पवार, गुरुलिंगप्पा पाटील, रवी bbox=[214, 1968, 413, 2134]
story2-subhead: वि. गु. शिवदारे स्मृती समारोह उत्साहात bbox=[1075, 211, 1360, 234]
